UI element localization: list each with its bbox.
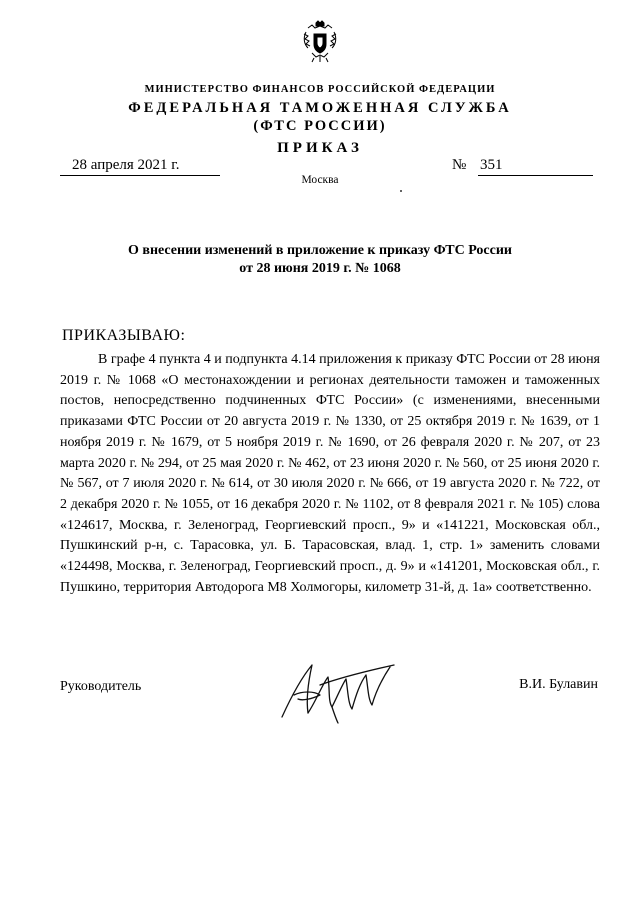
- document-number: 351: [478, 155, 593, 176]
- speck-mark: [400, 190, 402, 192]
- number-sign: №: [452, 157, 467, 173]
- subject-line-1: О внесении изменений в приложение к приказу ФТС России: [128, 243, 512, 258]
- document-city: Москва: [301, 174, 339, 186]
- document-type: ПРИКАЗ: [277, 140, 363, 156]
- service-name: ФЕДЕРАЛЬНАЯ ТАМОЖЕННАЯ СЛУЖБА: [128, 100, 512, 116]
- document-subject: [0, 242, 640, 278]
- coat-of-arms-icon: [300, 20, 340, 64]
- signer-title: Руководитель: [60, 679, 142, 694]
- body-paragraph: В графе 4 пункта 4 и подпункта 4.14 приложения к приказу ФТС России от 28 июня 2019 г. № 1068 «О местонахождении и регионах деятельности таможен и таможенных постов, непосредственно подчиненных ФТС России» (с изменениями, внесенными приказами ФТС России от 20 августа 2019 г. № 1330, от 25 октября 2019 г. № 1639, от 1 ноября 2019 г. № 1679, от 5 ноября 2019 г. № 1690, от 26 февраля 2020 г. № 207, от 23 марта 2020 г. № 294, от 25 мая 2020 г. № 462, от 23 июня 2020 г. № 560, от 25 июня 2020 г. № 567, от 7 июля 2020 г. № 614, от 30 июля 2020 г. № 666, от 19 августа 2020 г. № 722, от 2 декабря 2020 г. № 1055, от 16 декабря 2020 г. № 1102, от 8 февраля 2021 г. № 105) слова «124617, Москва, г. Зеленоград, Георгиевский просп., 9» и «141221, Московская обл., Пушкинский р-н, с. Тарасовка, ул. Б. Тарасовская, влад. 1, стр. 1» заменить словами «124498, Москва, г. Зеленоград, Георгиевский просп., д. 9» и «141201, Московская обл., г. Пушкино, территория Автодорога М8 Холмогоры, километр 31-й, д. 1а» соответственно.: [60, 352, 600, 595]
- handwritten-signature-icon: [272, 655, 402, 725]
- document-date: 28 апреля 2021 г.: [60, 155, 220, 176]
- order-word: ПРИКАЗЫВАЮ:: [62, 327, 186, 344]
- signer-name: В.И. Булавин: [519, 677, 598, 692]
- service-abbreviation: (ФТС РОССИИ): [253, 118, 387, 134]
- subject-line-2: от 28 июня 2019 г. № 1068: [239, 261, 401, 276]
- document-number-field: [452, 155, 597, 176]
- ministry-name: МИНИСТЕРСТВО ФИНАНСОВ РОССИЙСКОЙ ФЕДЕРАЦИИ: [144, 84, 496, 95]
